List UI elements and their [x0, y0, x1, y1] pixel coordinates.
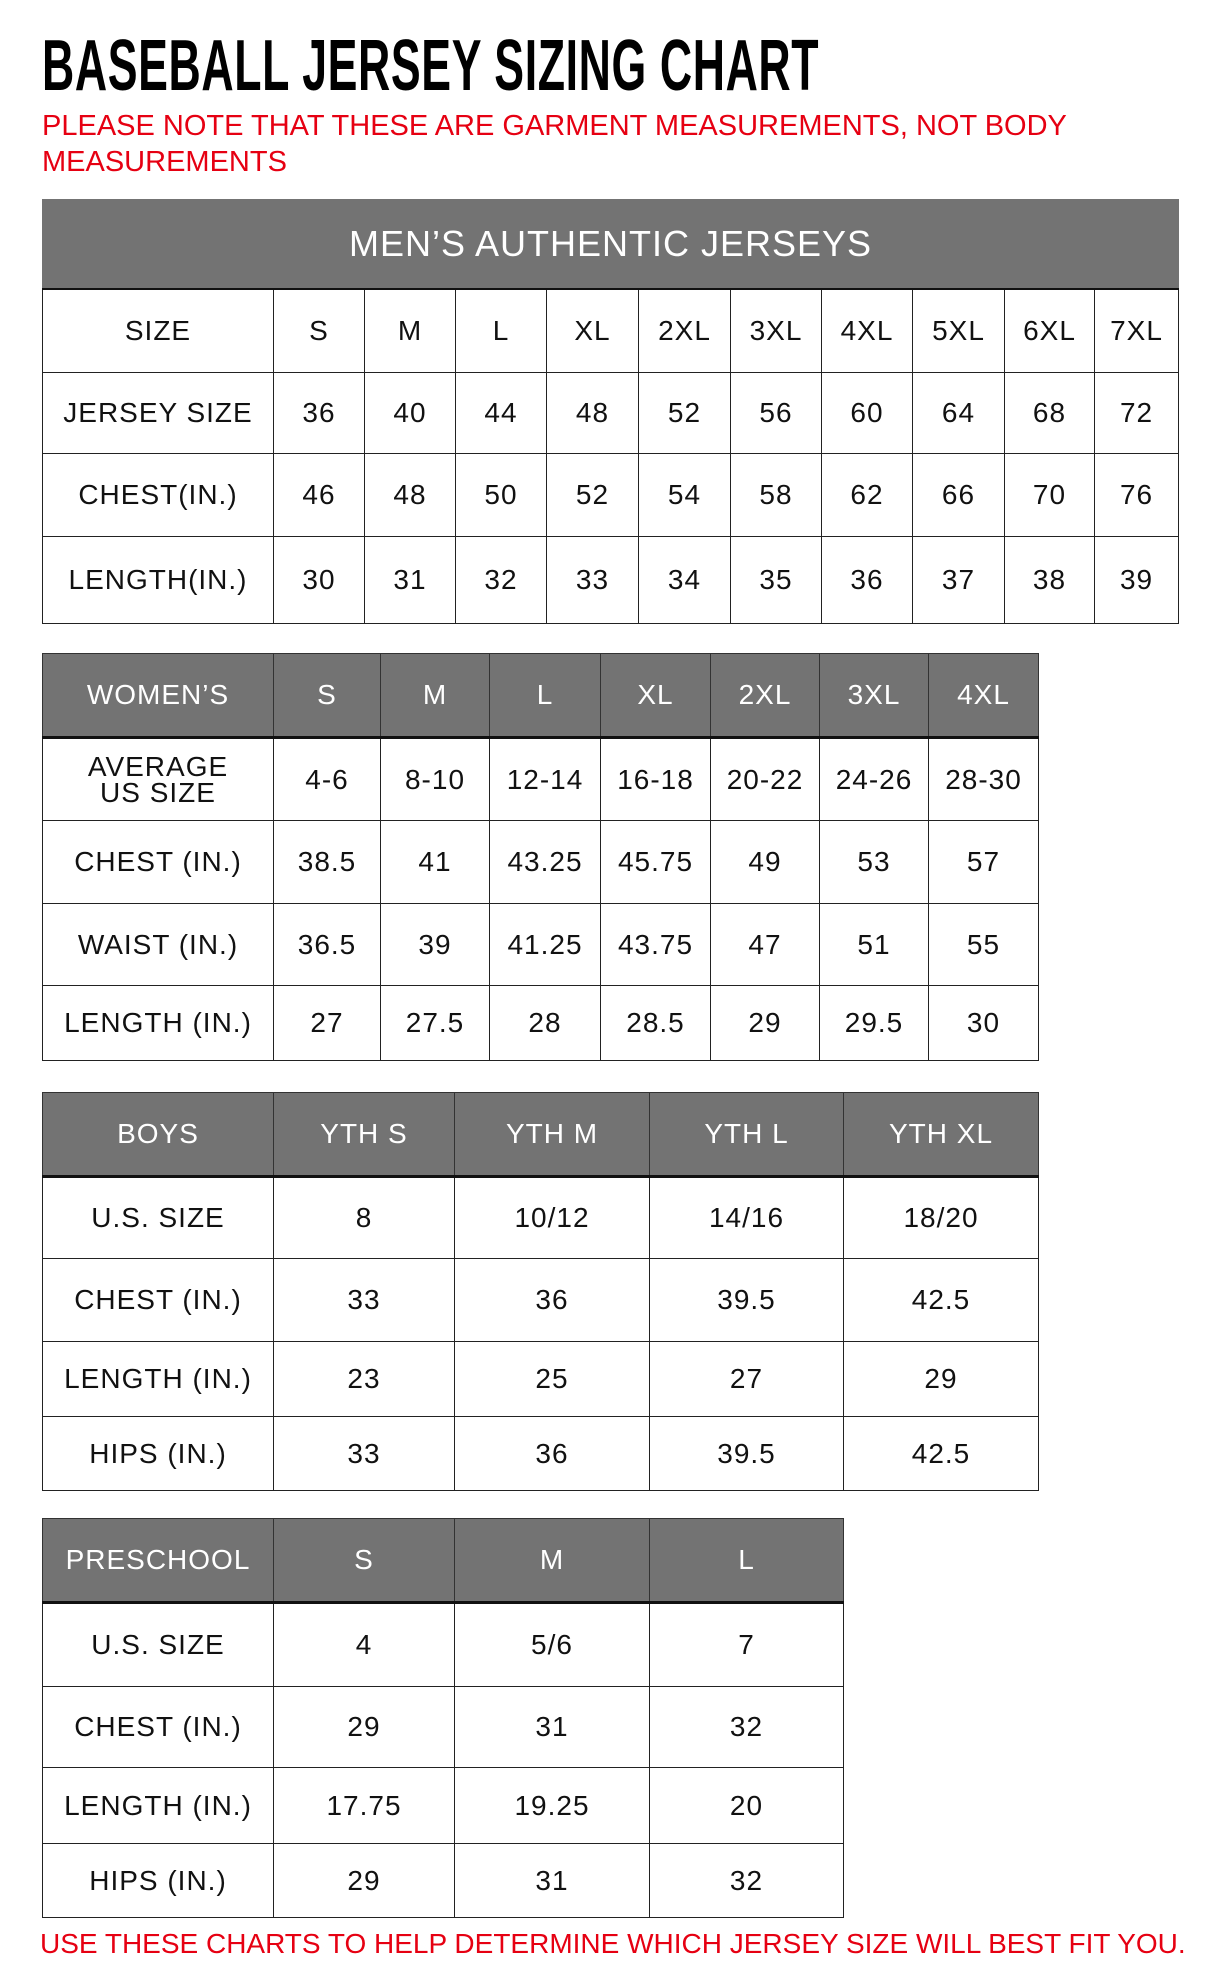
measurement-cell: 29 [274, 1687, 455, 1768]
row-label-cell: CHEST(IN.) [43, 454, 274, 537]
size-header-cell: 4XL [929, 654, 1039, 738]
measurement-cell: 37 [913, 537, 1005, 624]
measurement-cell: 14/16 [650, 1177, 844, 1259]
measurement-cell: 27.5 [381, 986, 490, 1061]
measurement-cell: 33 [274, 1417, 455, 1491]
measurement-cell: 35 [731, 537, 822, 624]
size-header-cell: M [381, 654, 490, 738]
measurement-cell: 36 [455, 1259, 650, 1342]
row-label-cell: CHEST (IN.) [43, 821, 274, 904]
size-header-cell: M [365, 289, 456, 373]
measurement-cell: 29 [711, 986, 820, 1061]
table-row [43, 454, 1179, 537]
size-header-cell: YTH L [650, 1093, 844, 1177]
measurement-cell: 5/6 [455, 1603, 650, 1687]
size-header-cell: S [274, 654, 381, 738]
measurement-cell: 27 [274, 986, 381, 1061]
measurement-cell: 70 [1005, 454, 1095, 537]
header-label-cell: WOMEN’S [43, 654, 274, 738]
footer-note: USE THESE CHARTS TO HELP DETERMINE WHICH JERSEY SIZE WILL BEST FIT YOU. [40, 1928, 1186, 1959]
table-row [43, 1768, 844, 1844]
measurement-cell: 41.25 [490, 904, 601, 986]
measurement-cell: 31 [365, 537, 456, 624]
size-header-cell: XL [547, 289, 639, 373]
measurement-cell: 25 [455, 1342, 650, 1417]
measurement-cell: 32 [456, 537, 547, 624]
measurement-cell: 32 [650, 1687, 844, 1768]
row-label-cell: WAIST (IN.) [43, 904, 274, 986]
measurement-cell: 39 [1095, 537, 1179, 624]
preschool-size-table [42, 1518, 844, 1918]
table-row [43, 537, 1179, 624]
row-label-cell: CHEST (IN.) [43, 1259, 274, 1342]
measurement-cell: 28.5 [601, 986, 711, 1061]
row-label-cell: LENGTH (IN.) [43, 1342, 274, 1417]
measurement-cell: 29 [274, 1844, 455, 1918]
measurement-cell: 38 [1005, 537, 1095, 624]
measurement-cell: 43.75 [601, 904, 711, 986]
table-header-row [43, 289, 1179, 373]
table-row [43, 986, 1039, 1061]
size-header-cell: 5XL [913, 289, 1005, 373]
table-row [43, 373, 1179, 454]
measurement-cell: 36.5 [274, 904, 381, 986]
size-header-cell: 7XL [1095, 289, 1179, 373]
size-header-cell: YTH XL [844, 1093, 1039, 1177]
mens-size-table [42, 199, 1179, 624]
row-label-cell: U.S. SIZE [43, 1603, 274, 1687]
boys-size-table [42, 1092, 1039, 1491]
measurement-cell: 33 [274, 1259, 455, 1342]
measurement-cell: 12-14 [490, 738, 601, 821]
measurement-cell: 48 [365, 454, 456, 537]
measurement-cell: 45.75 [601, 821, 711, 904]
row-label-cell: HIPS (IN.) [43, 1417, 274, 1491]
header-label-cell: SIZE [43, 289, 274, 373]
measurement-cell: 40 [365, 373, 456, 454]
size-header-cell: L [490, 654, 601, 738]
measurement-cell: 56 [731, 373, 822, 454]
measurement-cell: 53 [820, 821, 929, 904]
row-label-cell: AVERAGE US SIZE [43, 738, 274, 821]
measurement-cell: 60 [822, 373, 913, 454]
measurement-cell: 10/12 [455, 1177, 650, 1259]
measurement-cell: 29 [844, 1342, 1039, 1417]
measurement-cell: 18/20 [844, 1177, 1039, 1259]
measurement-cell: 20-22 [711, 738, 820, 821]
measurement-cell: 42.5 [844, 1259, 1039, 1342]
table-row [43, 1417, 1039, 1491]
size-header-cell: L [650, 1519, 844, 1603]
table-row [43, 821, 1039, 904]
measurement-cell: 17.75 [274, 1768, 455, 1844]
measurement-cell: 36 [455, 1417, 650, 1491]
measurement-cell: 42.5 [844, 1417, 1039, 1491]
measurement-cell: 28-30 [929, 738, 1039, 821]
table-row [43, 904, 1039, 986]
measurement-cell: 58 [731, 454, 822, 537]
size-header-cell: 3XL [731, 289, 822, 373]
measurement-cell: 31 [455, 1687, 650, 1768]
measurement-cell: 16-18 [601, 738, 711, 821]
measurement-cell: 27 [650, 1342, 844, 1417]
table-header-row [43, 654, 1039, 738]
measurement-cell: 4 [274, 1603, 455, 1687]
measurement-cell: 8 [274, 1177, 455, 1259]
measurement-cell: 57 [929, 821, 1039, 904]
measurement-cell: 23 [274, 1342, 455, 1417]
table-header-row [43, 1519, 844, 1603]
measurement-cell: 7 [650, 1603, 844, 1687]
measurement-cell: 62 [822, 454, 913, 537]
measurement-cell: 64 [913, 373, 1005, 454]
measurement-cell: 34 [639, 537, 731, 624]
measurement-cell: 72 [1095, 373, 1179, 454]
measurement-cell: 76 [1095, 454, 1179, 537]
size-header-cell: 4XL [822, 289, 913, 373]
table-row [43, 1259, 1039, 1342]
row-label-cell: HIPS (IN.) [43, 1844, 274, 1918]
measurement-cell: 55 [929, 904, 1039, 986]
measurement-cell: 52 [547, 454, 639, 537]
row-label-cell: LENGTH(IN.) [43, 537, 274, 624]
measurement-cell: 36 [822, 537, 913, 624]
measurement-cell: 54 [639, 454, 731, 537]
garment-measurement-note: PLEASE NOTE THAT THESE ARE GARMENT MEASUREMENTS, NOT BODY MEASUREMENTS [42, 110, 1067, 178]
measurement-cell: 38.5 [274, 821, 381, 904]
measurement-cell: 31 [455, 1844, 650, 1918]
measurement-cell: 32 [650, 1844, 844, 1918]
measurement-cell: 41 [381, 821, 490, 904]
measurement-cell: 39.5 [650, 1259, 844, 1342]
measurement-cell: 19.25 [455, 1768, 650, 1844]
table-banner: MEN’S AUTHENTIC JERSEYS [43, 200, 1179, 290]
measurement-cell: 39.5 [650, 1417, 844, 1491]
table-row [43, 1603, 844, 1687]
measurement-cell: 49 [711, 821, 820, 904]
size-header-cell: 2XL [639, 289, 731, 373]
measurement-cell: 66 [913, 454, 1005, 537]
measurement-cell: 8-10 [381, 738, 490, 821]
table-row [43, 1844, 844, 1918]
table-banner-row [43, 200, 1179, 290]
table-row [43, 1177, 1039, 1259]
size-header-cell: XL [601, 654, 711, 738]
size-header-cell: 2XL [711, 654, 820, 738]
measurement-cell: 28 [490, 986, 601, 1061]
row-label-cell: JERSEY SIZE [43, 373, 274, 454]
measurement-cell: 50 [456, 454, 547, 537]
measurement-cell: 36 [274, 373, 365, 454]
table-row [43, 1687, 844, 1768]
measurement-cell: 44 [456, 373, 547, 454]
header-label-cell: BOYS [43, 1093, 274, 1177]
measurement-cell: 48 [547, 373, 639, 454]
measurement-cell: 20 [650, 1768, 844, 1844]
size-header-cell: 6XL [1005, 289, 1095, 373]
table-row [43, 738, 1039, 821]
table-header-row [43, 1093, 1039, 1177]
measurement-cell: 68 [1005, 373, 1095, 454]
row-label-cell: LENGTH (IN.) [43, 1768, 274, 1844]
size-header-cell: YTH M [455, 1093, 650, 1177]
row-label-cell: CHEST (IN.) [43, 1687, 274, 1768]
size-header-cell: 3XL [820, 654, 929, 738]
size-header-cell: S [274, 1519, 455, 1603]
measurement-cell: 33 [547, 537, 639, 624]
page-title: BASEBALL JERSEY SIZING CHART [42, 26, 820, 106]
measurement-cell: 43.25 [490, 821, 601, 904]
womens-size-table [42, 653, 1039, 1061]
measurement-cell: 30 [929, 986, 1039, 1061]
measurement-cell: 47 [711, 904, 820, 986]
measurement-cell: 46 [274, 454, 365, 537]
measurement-cell: 52 [639, 373, 731, 454]
measurement-cell: 39 [381, 904, 490, 986]
size-header-cell: L [456, 289, 547, 373]
measurement-cell: 4-6 [274, 738, 381, 821]
row-label-cell: U.S. SIZE [43, 1177, 274, 1259]
header-label-cell: PRESCHOOL [43, 1519, 274, 1603]
measurement-cell: 24-26 [820, 738, 929, 821]
measurement-cell: 29.5 [820, 986, 929, 1061]
row-label-cell: LENGTH (IN.) [43, 986, 274, 1061]
measurement-cell: 30 [274, 537, 365, 624]
table-row [43, 1342, 1039, 1417]
size-header-cell: YTH S [274, 1093, 455, 1177]
size-header-cell: S [274, 289, 365, 373]
measurement-cell: 51 [820, 904, 929, 986]
size-header-cell: M [455, 1519, 650, 1603]
